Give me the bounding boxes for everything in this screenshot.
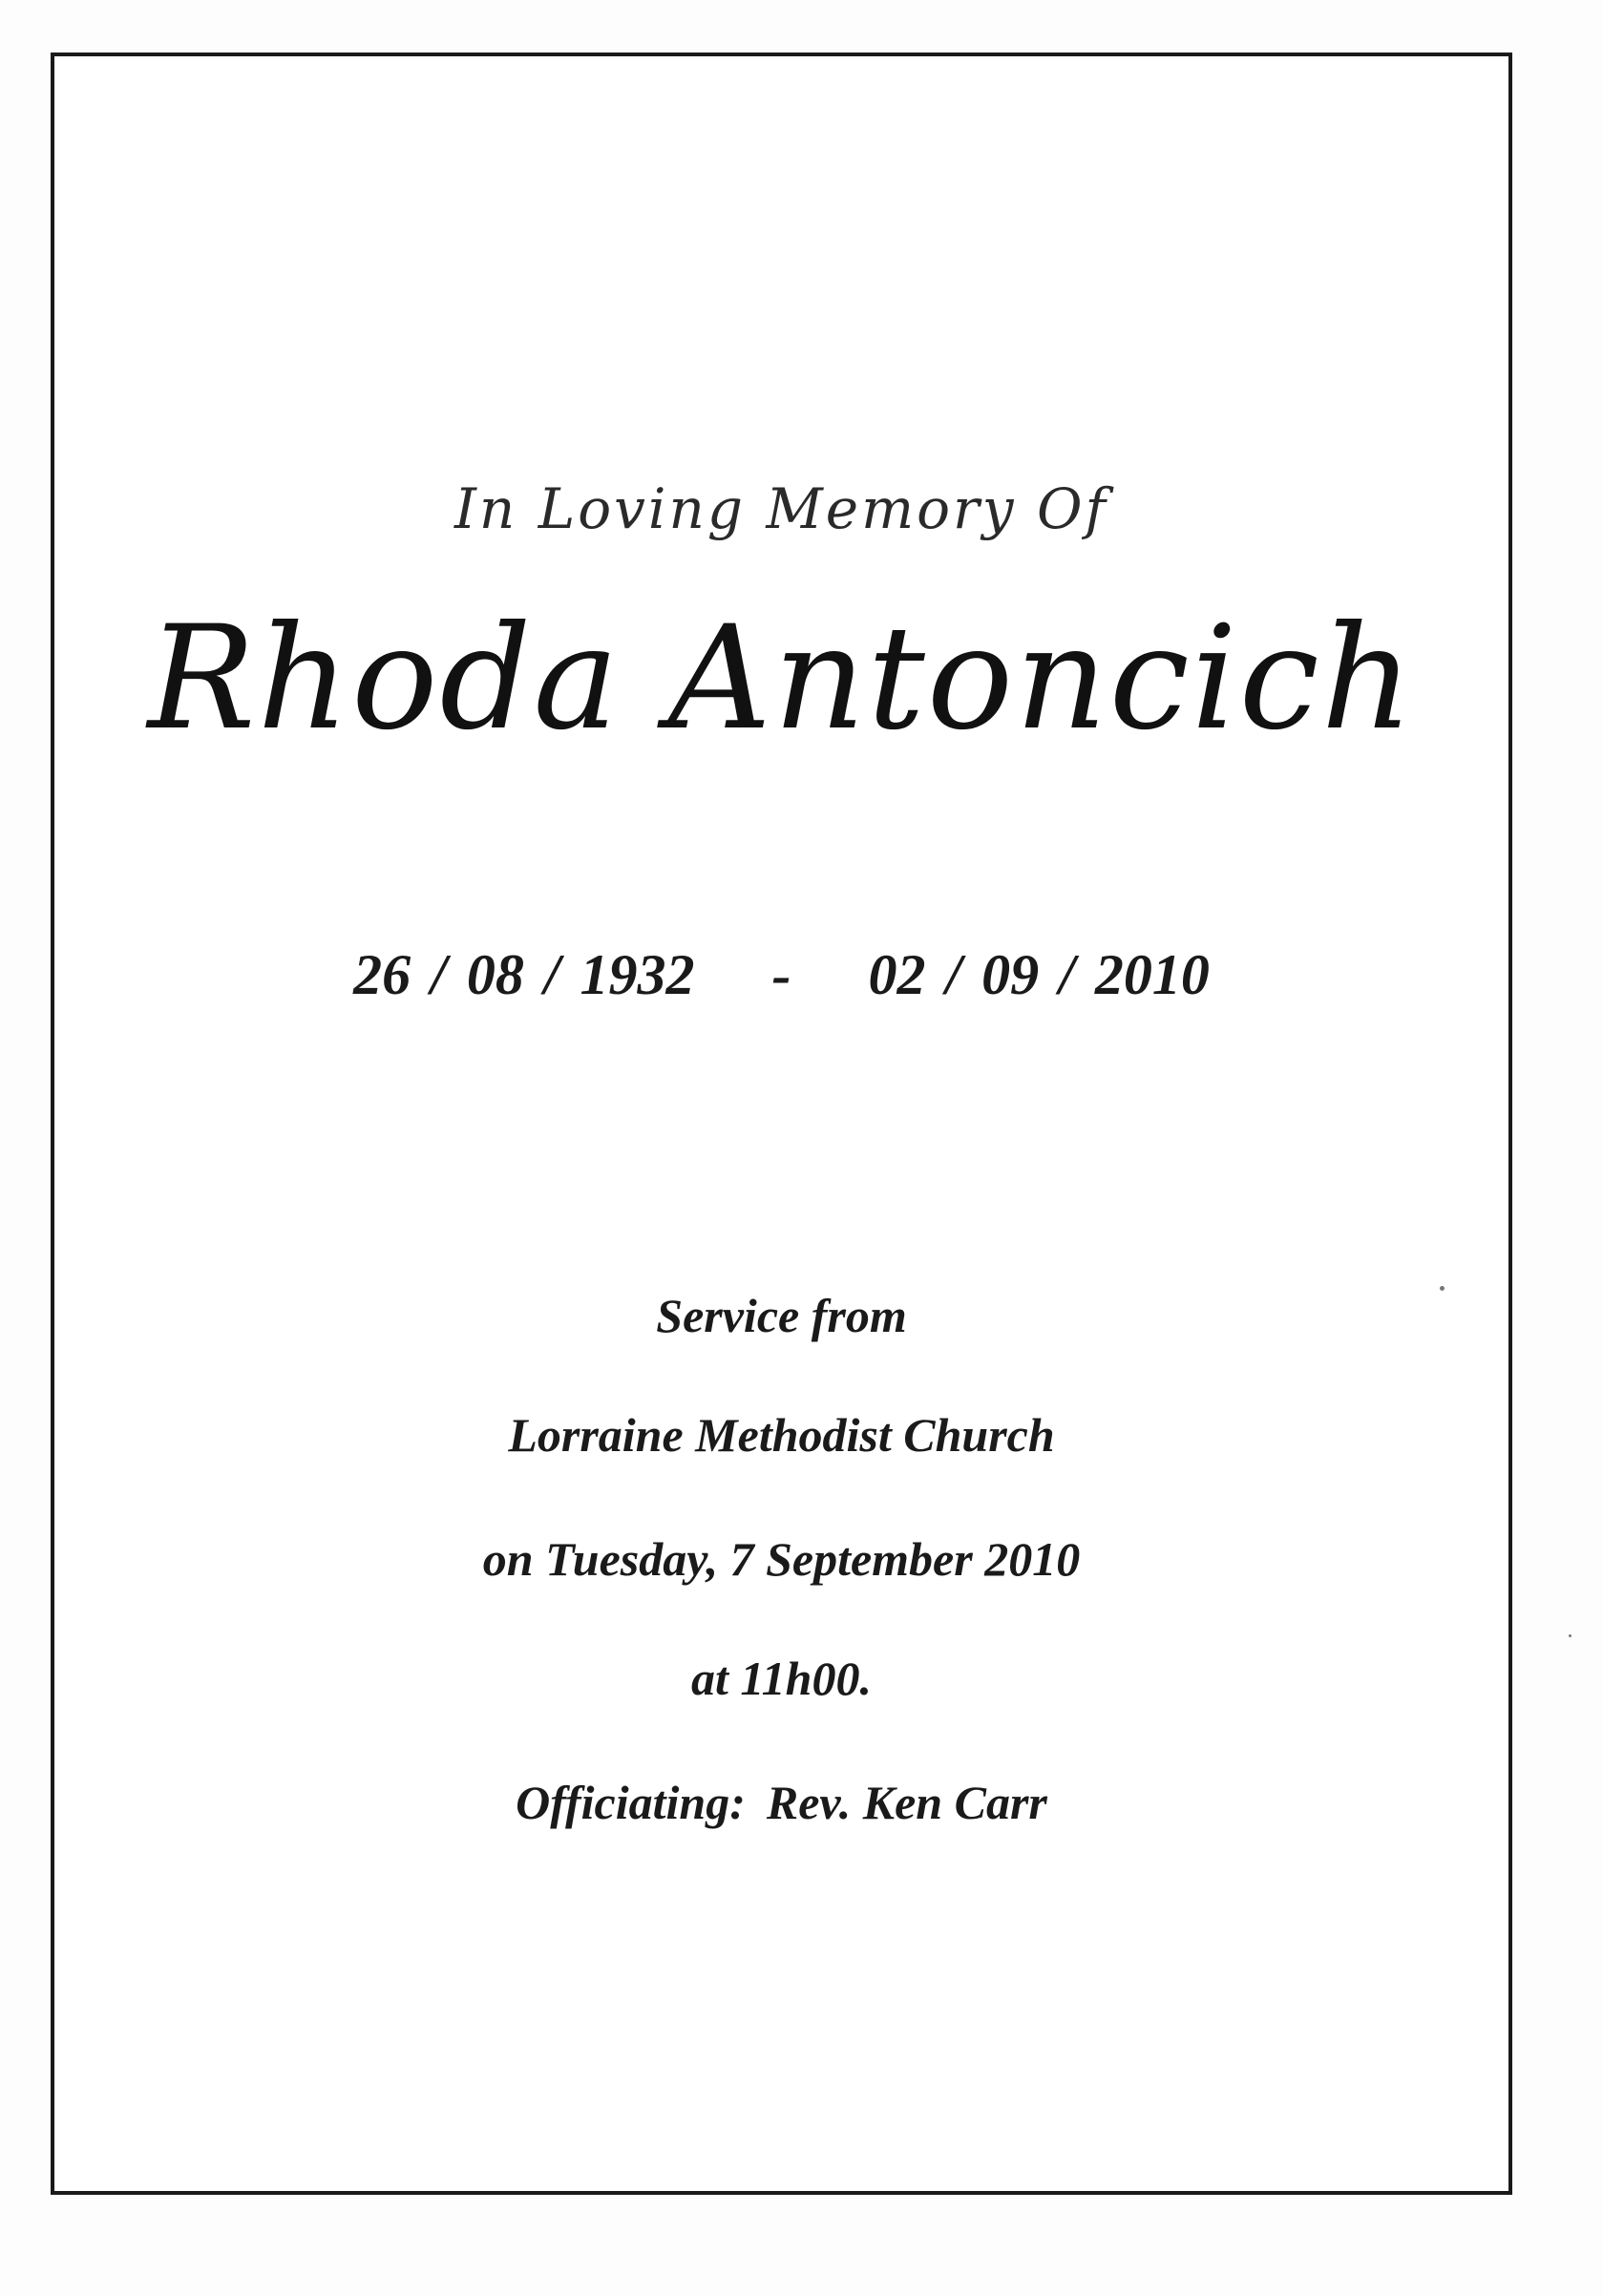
- deceased-name: Rhoda Antoncich: [147, 596, 1416, 762]
- life-dates: [54, 942, 1508, 1008]
- scan-speck: [1569, 1634, 1571, 1637]
- officiating-label: Officiating:: [516, 1776, 746, 1829]
- scan-speck: [1440, 1286, 1445, 1291]
- memorial-heading: In Loving Memory Of: [454, 476, 1108, 541]
- service-time: at 11h00.: [691, 1652, 872, 1705]
- service-intro: Service from: [656, 1289, 907, 1342]
- officiant-name: Rev. Ken Carr: [766, 1776, 1047, 1829]
- service-venue: Lorraine Methodist Church: [508, 1408, 1055, 1462]
- officiating-line: [54, 1775, 1508, 1830]
- date-separator: -: [771, 943, 791, 1006]
- death-date: 02 / 09 / 2010: [868, 943, 1210, 1006]
- memorial-card-border: [51, 53, 1512, 2195]
- birth-date: 26 / 08 / 1932: [353, 943, 695, 1006]
- service-date: on Tuesday, 7 September 2010: [482, 1532, 1081, 1586]
